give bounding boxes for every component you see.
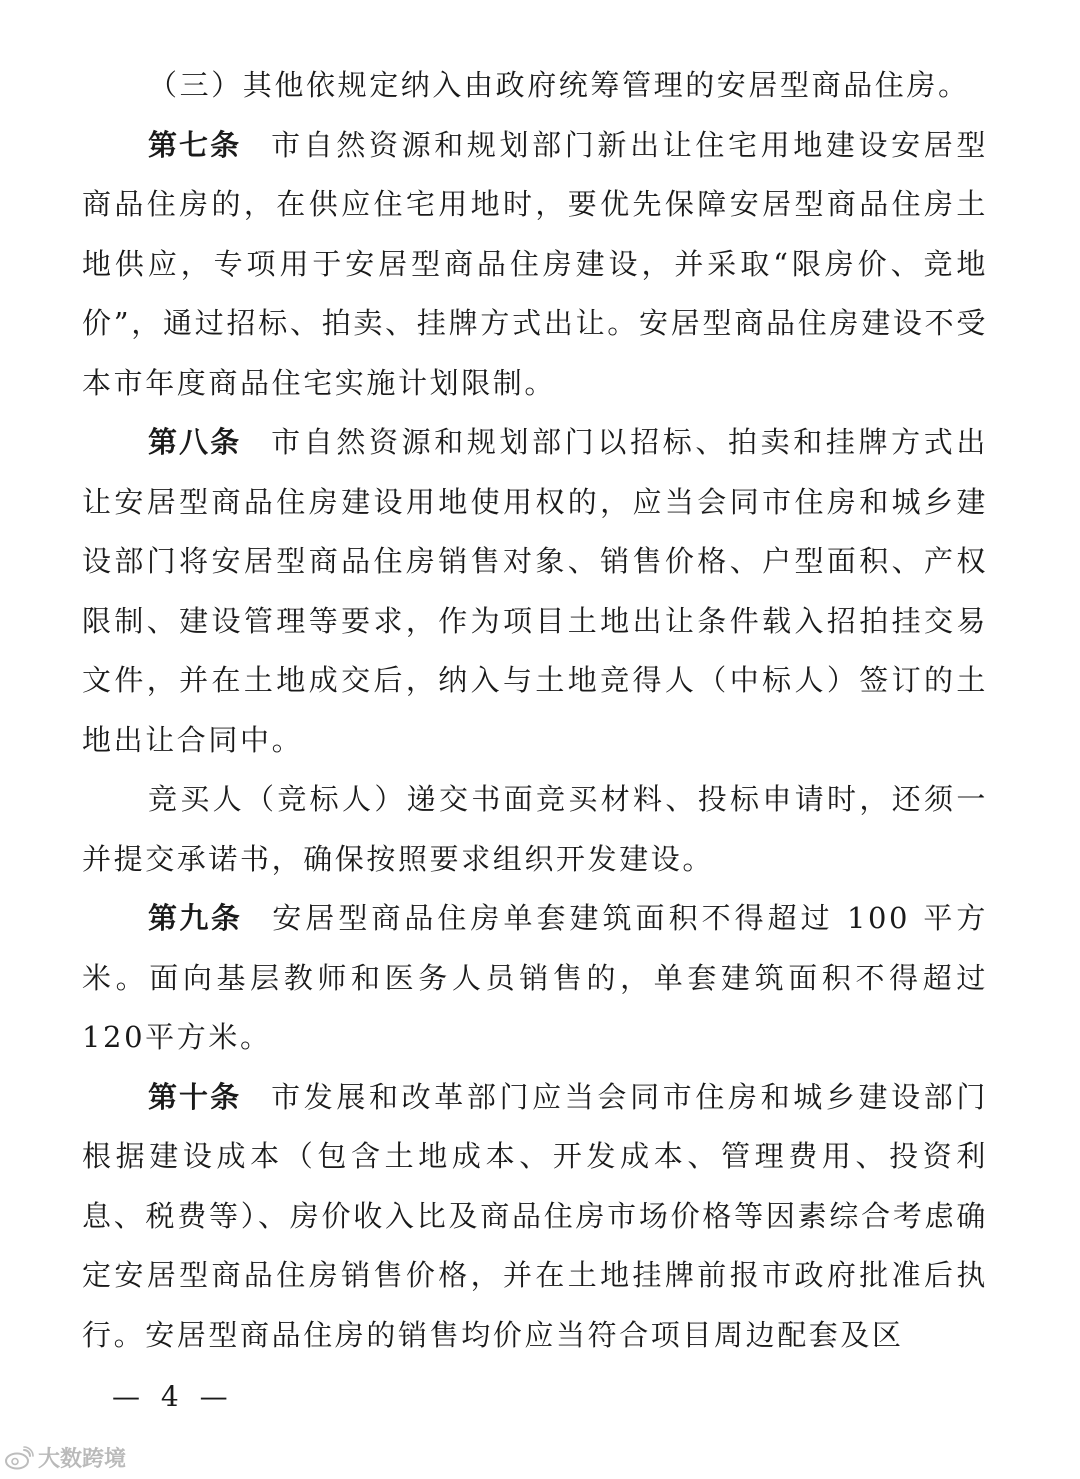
paragraph-article-7 — [82, 116, 988, 414]
article-label: 第八条 — [148, 425, 242, 459]
paragraph-text: 竞买人（竞标人）递交书面竞买材料、投标申请时，还须一并提交承诺书，确保按照要求组织开发建设。 — [82, 782, 988, 876]
document-page — [82, 56, 988, 1365]
watermark — [4, 1442, 126, 1473]
paragraph-article-10 — [82, 1068, 988, 1366]
weibo-logo-icon — [4, 1446, 34, 1470]
paragraph-text: 市自然资源和规划部门以招标、拍卖和挂牌方式出让安居型商品住房建设用地使用权的，应当会同市住房和城乡建设部门将安居型商品住房销售对象、销售价格、户型面积、产权限制、建设管理等要求，作为项目土地出让条件载入招拍挂交易文件，并在土地成交后，纳入与土地竞得人（中标人）签订的土地出让合同中。 — [82, 425, 988, 757]
paragraph-article-8 — [82, 413, 988, 770]
paragraph-text: 市自然资源和规划部门新出让住宅用地建设安居型商品住房的，在供应住宅用地时，要优先保障安居型商品住房土地供应，专项用于安居型商品住房建设，并采取“限房价、竞地价”，通过招标、拍卖、挂牌方式出让。安居型商品住房建设不受本市年度商品住宅实施计划限制。 — [82, 127, 988, 400]
article-label: 第九条 — [148, 901, 243, 935]
paragraph-text: 市发展和改革部门应当会同市住房和城乡建设部门根据建设成本（包含土地成本、开发成本、管理费用、投资利息、税费等）、房价收入比及商品住房市场价格等因素综合考虑确定安居型商品住房销售价格，并在土地挂牌前报市政府批准后执行。安居型商品住房的销售均价应当符合项目周边配套及区 — [82, 1079, 988, 1352]
article-label: 第七条 — [148, 127, 242, 162]
watermark-text: 大数跨境 — [38, 1447, 127, 1472]
paragraph-clause-3 — [82, 56, 988, 116]
page-number: — 4 — — [112, 1380, 234, 1413]
paragraph-bidder-commitment — [82, 770, 988, 889]
paragraph-text: （三）其他依规定纳入由政府统筹管理的安居型商品住房。 — [148, 68, 970, 102]
paragraph-article-9 — [82, 889, 988, 1068]
paragraph-text: 安居型商品住房单套建筑面积不得超过 100 平方米。面向基层教师和医务人员销售的，单套建筑面积不得超过120平方米。 — [82, 901, 988, 1054]
article-label: 第十条 — [148, 1079, 242, 1114]
